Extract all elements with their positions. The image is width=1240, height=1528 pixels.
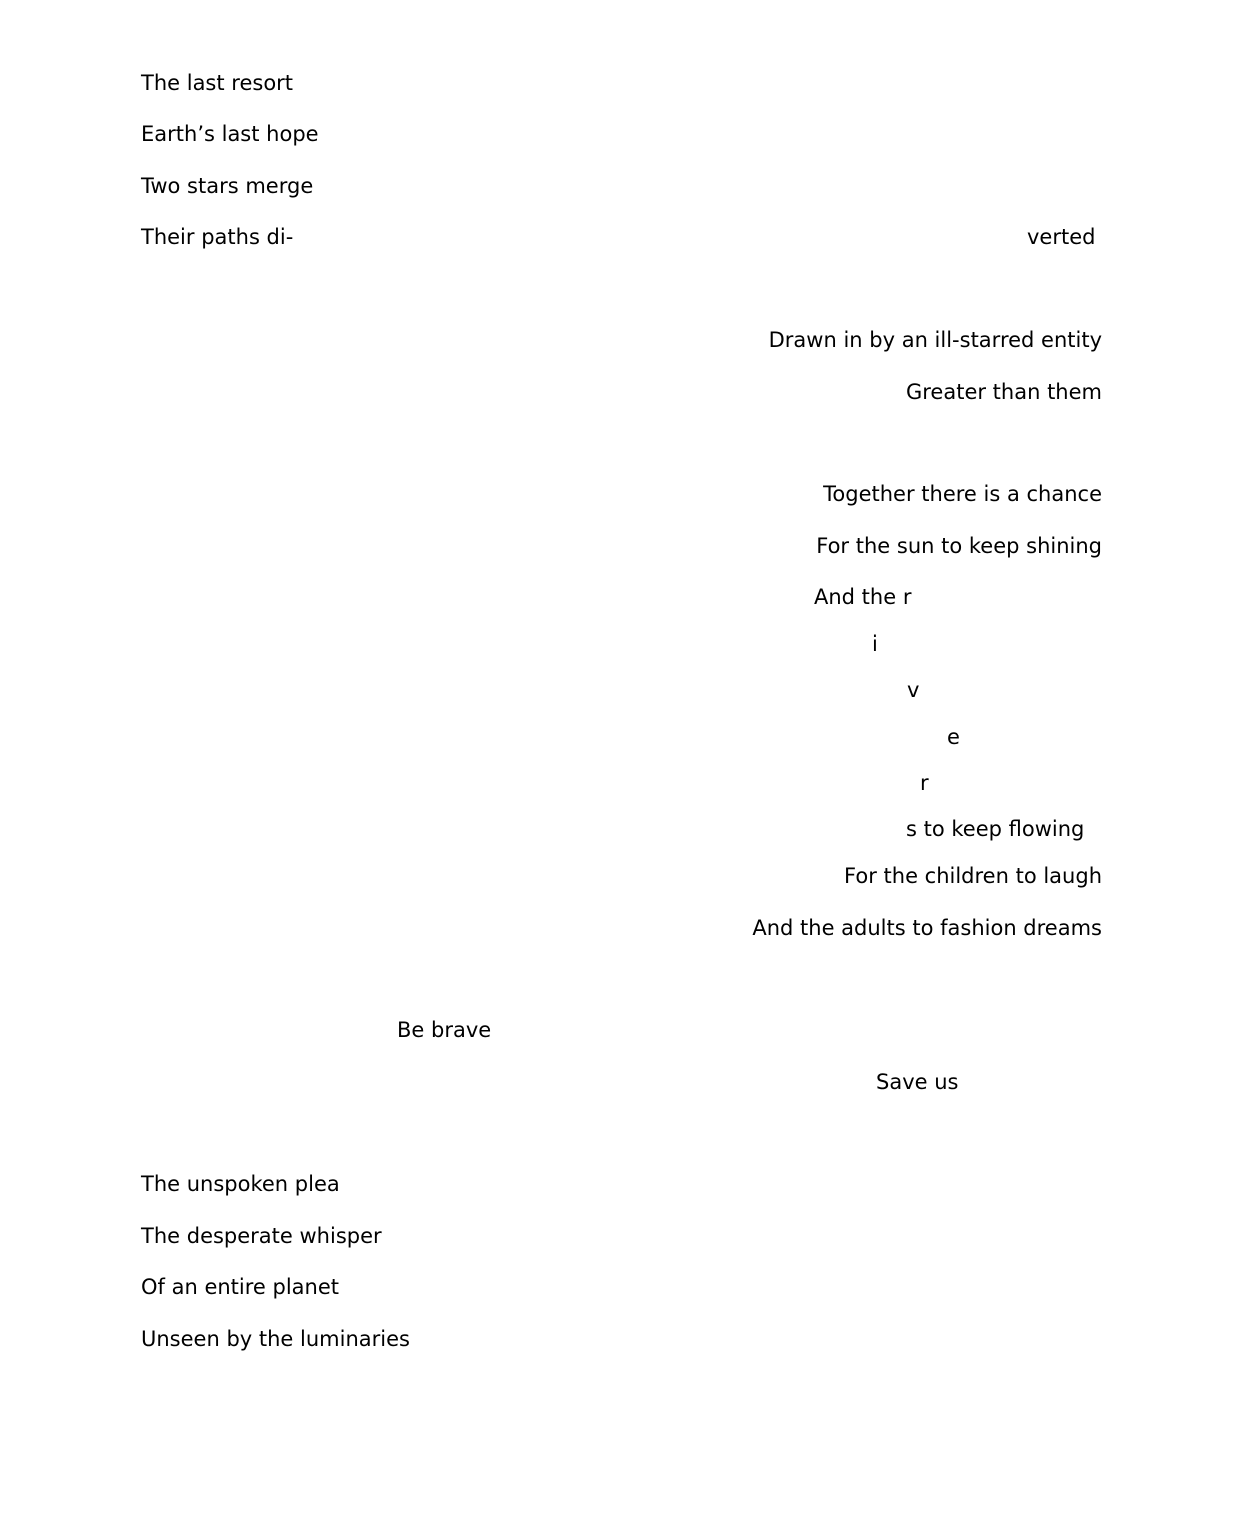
river-letter: v (907, 678, 920, 702)
poem-line-fragment: verted (1027, 225, 1096, 249)
poem-line: Save us (876, 1070, 959, 1094)
poem-line: Earth’s last hope (141, 122, 319, 146)
poem-line: For the children to laugh (844, 864, 1102, 888)
poem-line: s to keep flowing (906, 817, 1085, 841)
poem-line: Greater than them (905, 380, 1102, 404)
river-letter: e (947, 725, 960, 749)
poem-line: For the sun to keep shining (816, 534, 1102, 558)
poem-line: Two stars merge (141, 174, 314, 198)
river-letter: i (872, 632, 878, 656)
poem-line: Of an entire planet (141, 1275, 340, 1299)
poem-line: And the r (814, 585, 912, 609)
river-letter: r (920, 771, 929, 795)
poem-line: Drawn in by an ill-starred entity (768, 328, 1102, 352)
poem-line: Be brave (397, 1018, 492, 1042)
poem-line-fragment: Their paths di- (141, 225, 294, 249)
poem-line: And the adults to fashion dreams (752, 916, 1102, 940)
poem-line: Together there is a chance (823, 482, 1102, 506)
poem-line: The last resort (141, 71, 294, 95)
poem-line: The unspoken plea (141, 1172, 340, 1196)
poem-line: The desperate whisper (141, 1224, 382, 1248)
poem-line: Unseen by the luminaries (141, 1327, 410, 1351)
